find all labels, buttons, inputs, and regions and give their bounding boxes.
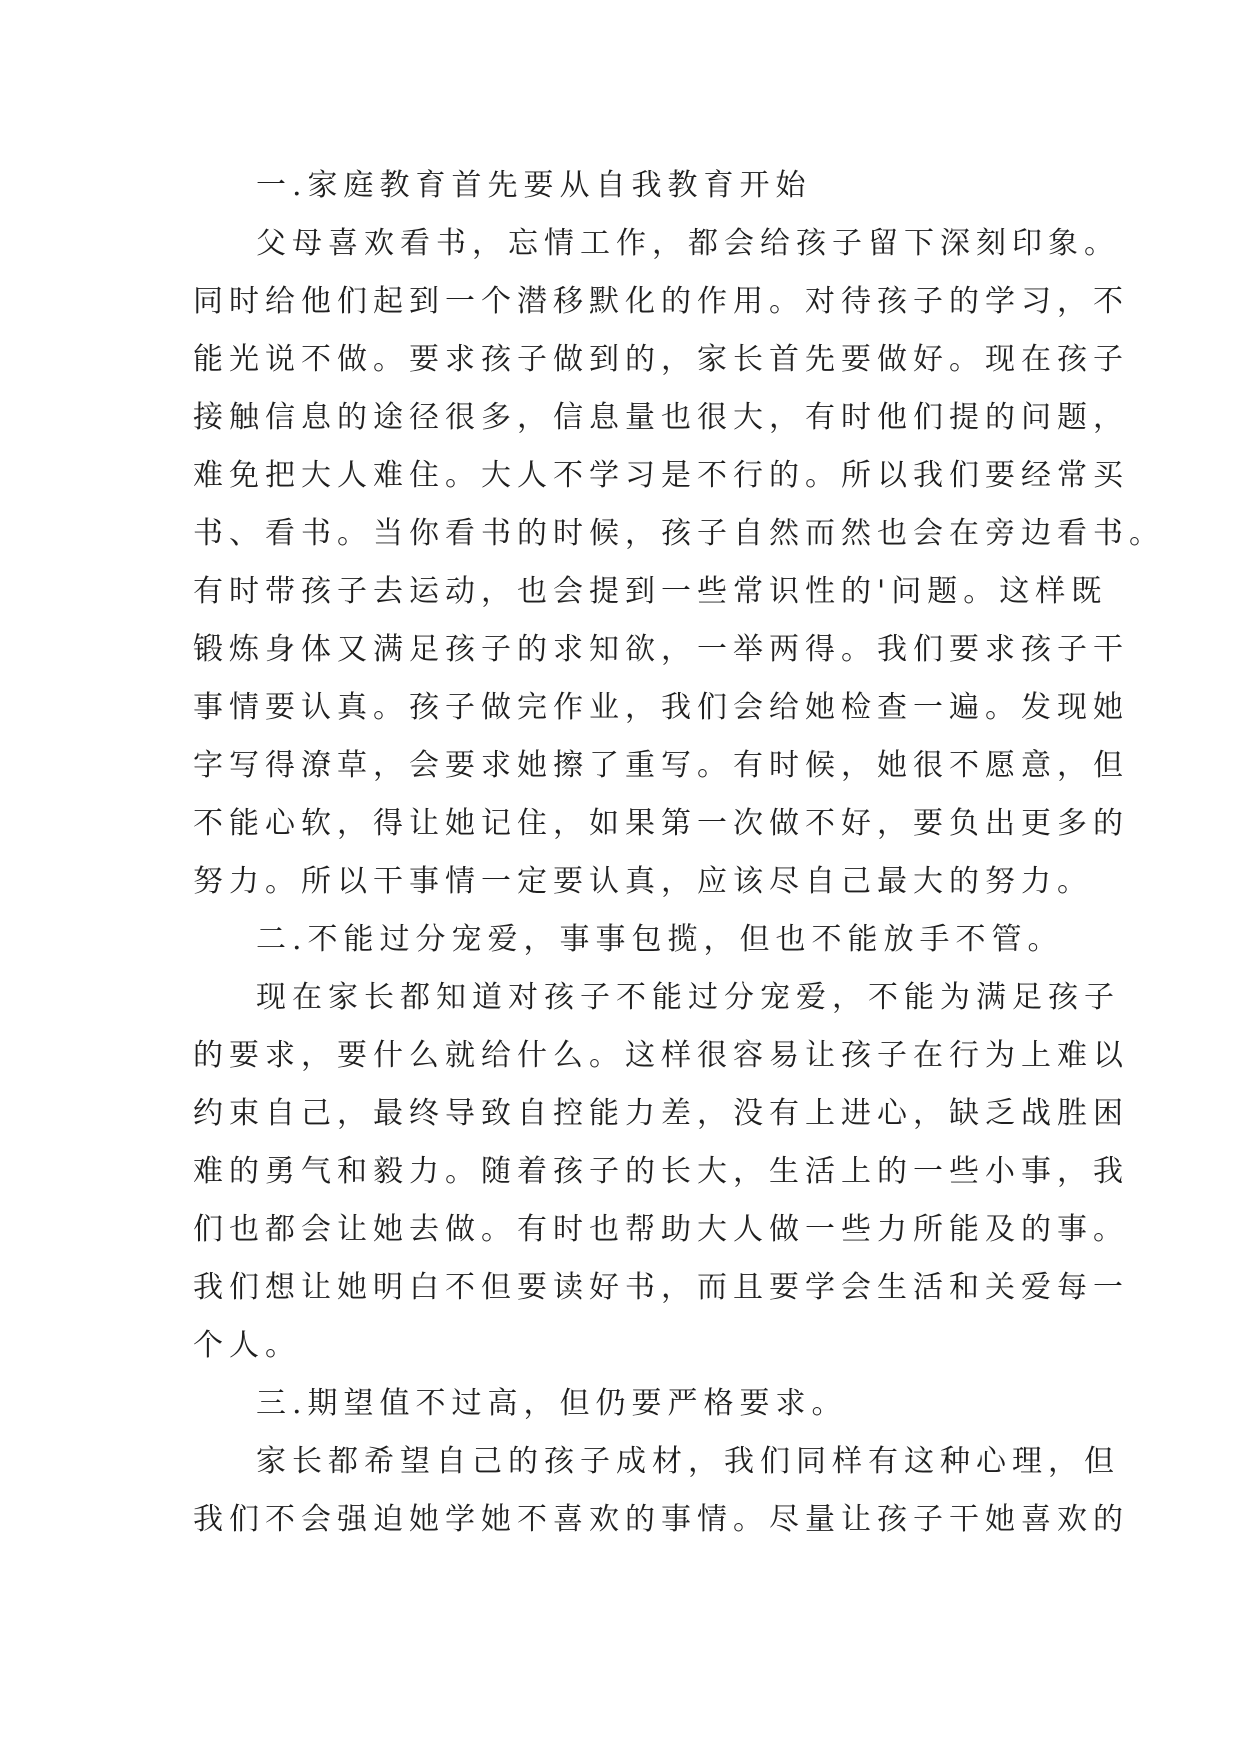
paragraph-line: 我们想让她明白不但要读好书，而且要学会生活和关爱每一 bbox=[193, 1270, 1129, 1305]
paragraph-line: 锻炼身体又满足孩子的求知欲，一举两得。我们要求孩子干 bbox=[193, 632, 1129, 667]
paragraph-line: 难免把大人难住。大人不学习是不行的。所以我们要经常买 bbox=[193, 458, 1129, 493]
paragraph-line: 父母喜欢看书，忘情工作，都会给孩子留下深刻印象。 bbox=[256, 226, 1120, 261]
paragraph-line: 的要求，要什么就给什么。这样很容易让孩子在行为上难以 bbox=[193, 1038, 1129, 1073]
paragraph-line: 能光说不做。要求孩子做到的，家长首先要做好。现在孩子 bbox=[193, 342, 1129, 377]
paragraph-line: 不能心软，得让她记住，如果第一次做不好，要负出更多的 bbox=[193, 806, 1129, 841]
paragraph-line: 字写得潦草，会要求她擦了重写。有时候，她很不愿意，但 bbox=[193, 748, 1129, 783]
paragraph-line: 同时给他们起到一个潜移默化的作用。对待孩子的学习，不 bbox=[193, 284, 1129, 319]
paragraph-line: 我们不会强迫她学她不喜欢的事情。尽量让孩子干她喜欢的 bbox=[193, 1502, 1129, 1537]
paragraph-line: 个人。 bbox=[193, 1328, 301, 1363]
paragraph-line: 接触信息的途径很多，信息量也很大，有时他们提的问题， bbox=[193, 400, 1129, 435]
paragraph-line: 们也都会让她去做。有时也帮助大人做一些力所能及的事。 bbox=[193, 1212, 1129, 1247]
paragraph-line: 约束自己，最终导致自控能力差，没有上进心，缺乏战胜困 bbox=[193, 1096, 1129, 1131]
heading-3: 三.期望值不过高，但仍要严格要求。 bbox=[256, 1386, 848, 1421]
paragraph-line: 家长都希望自己的孩子成材，我们同样有这种心理，但 bbox=[256, 1444, 1120, 1479]
paragraph-line: 现在家长都知道对孩子不能过分宠爱，不能为满足孩子 bbox=[256, 980, 1120, 1015]
heading-2: 二.不能过分宠爱，事事包揽，但也不能放手不管。 bbox=[256, 922, 1064, 957]
paragraph-line: 难的勇气和毅力。随着孩子的长大，生活上的一些小事，我 bbox=[193, 1154, 1129, 1189]
paragraph-line: 有时带孩子去运动，也会提到一些常识性的'问题。这样既 bbox=[193, 574, 1108, 609]
paragraph-line: 努力。所以干事情一定要认真，应该尽自己最大的努力。 bbox=[193, 864, 1093, 899]
paragraph-line: 事情要认真。孩子做完作业，我们会给她检查一遍。发现她 bbox=[193, 690, 1129, 725]
paragraph-line: 书、看书。当你看书的时候，孩子自然而然也会在旁边看书。 bbox=[193, 516, 1165, 551]
heading-1: 一.家庭教育首先要从自我教育开始 bbox=[256, 168, 812, 203]
